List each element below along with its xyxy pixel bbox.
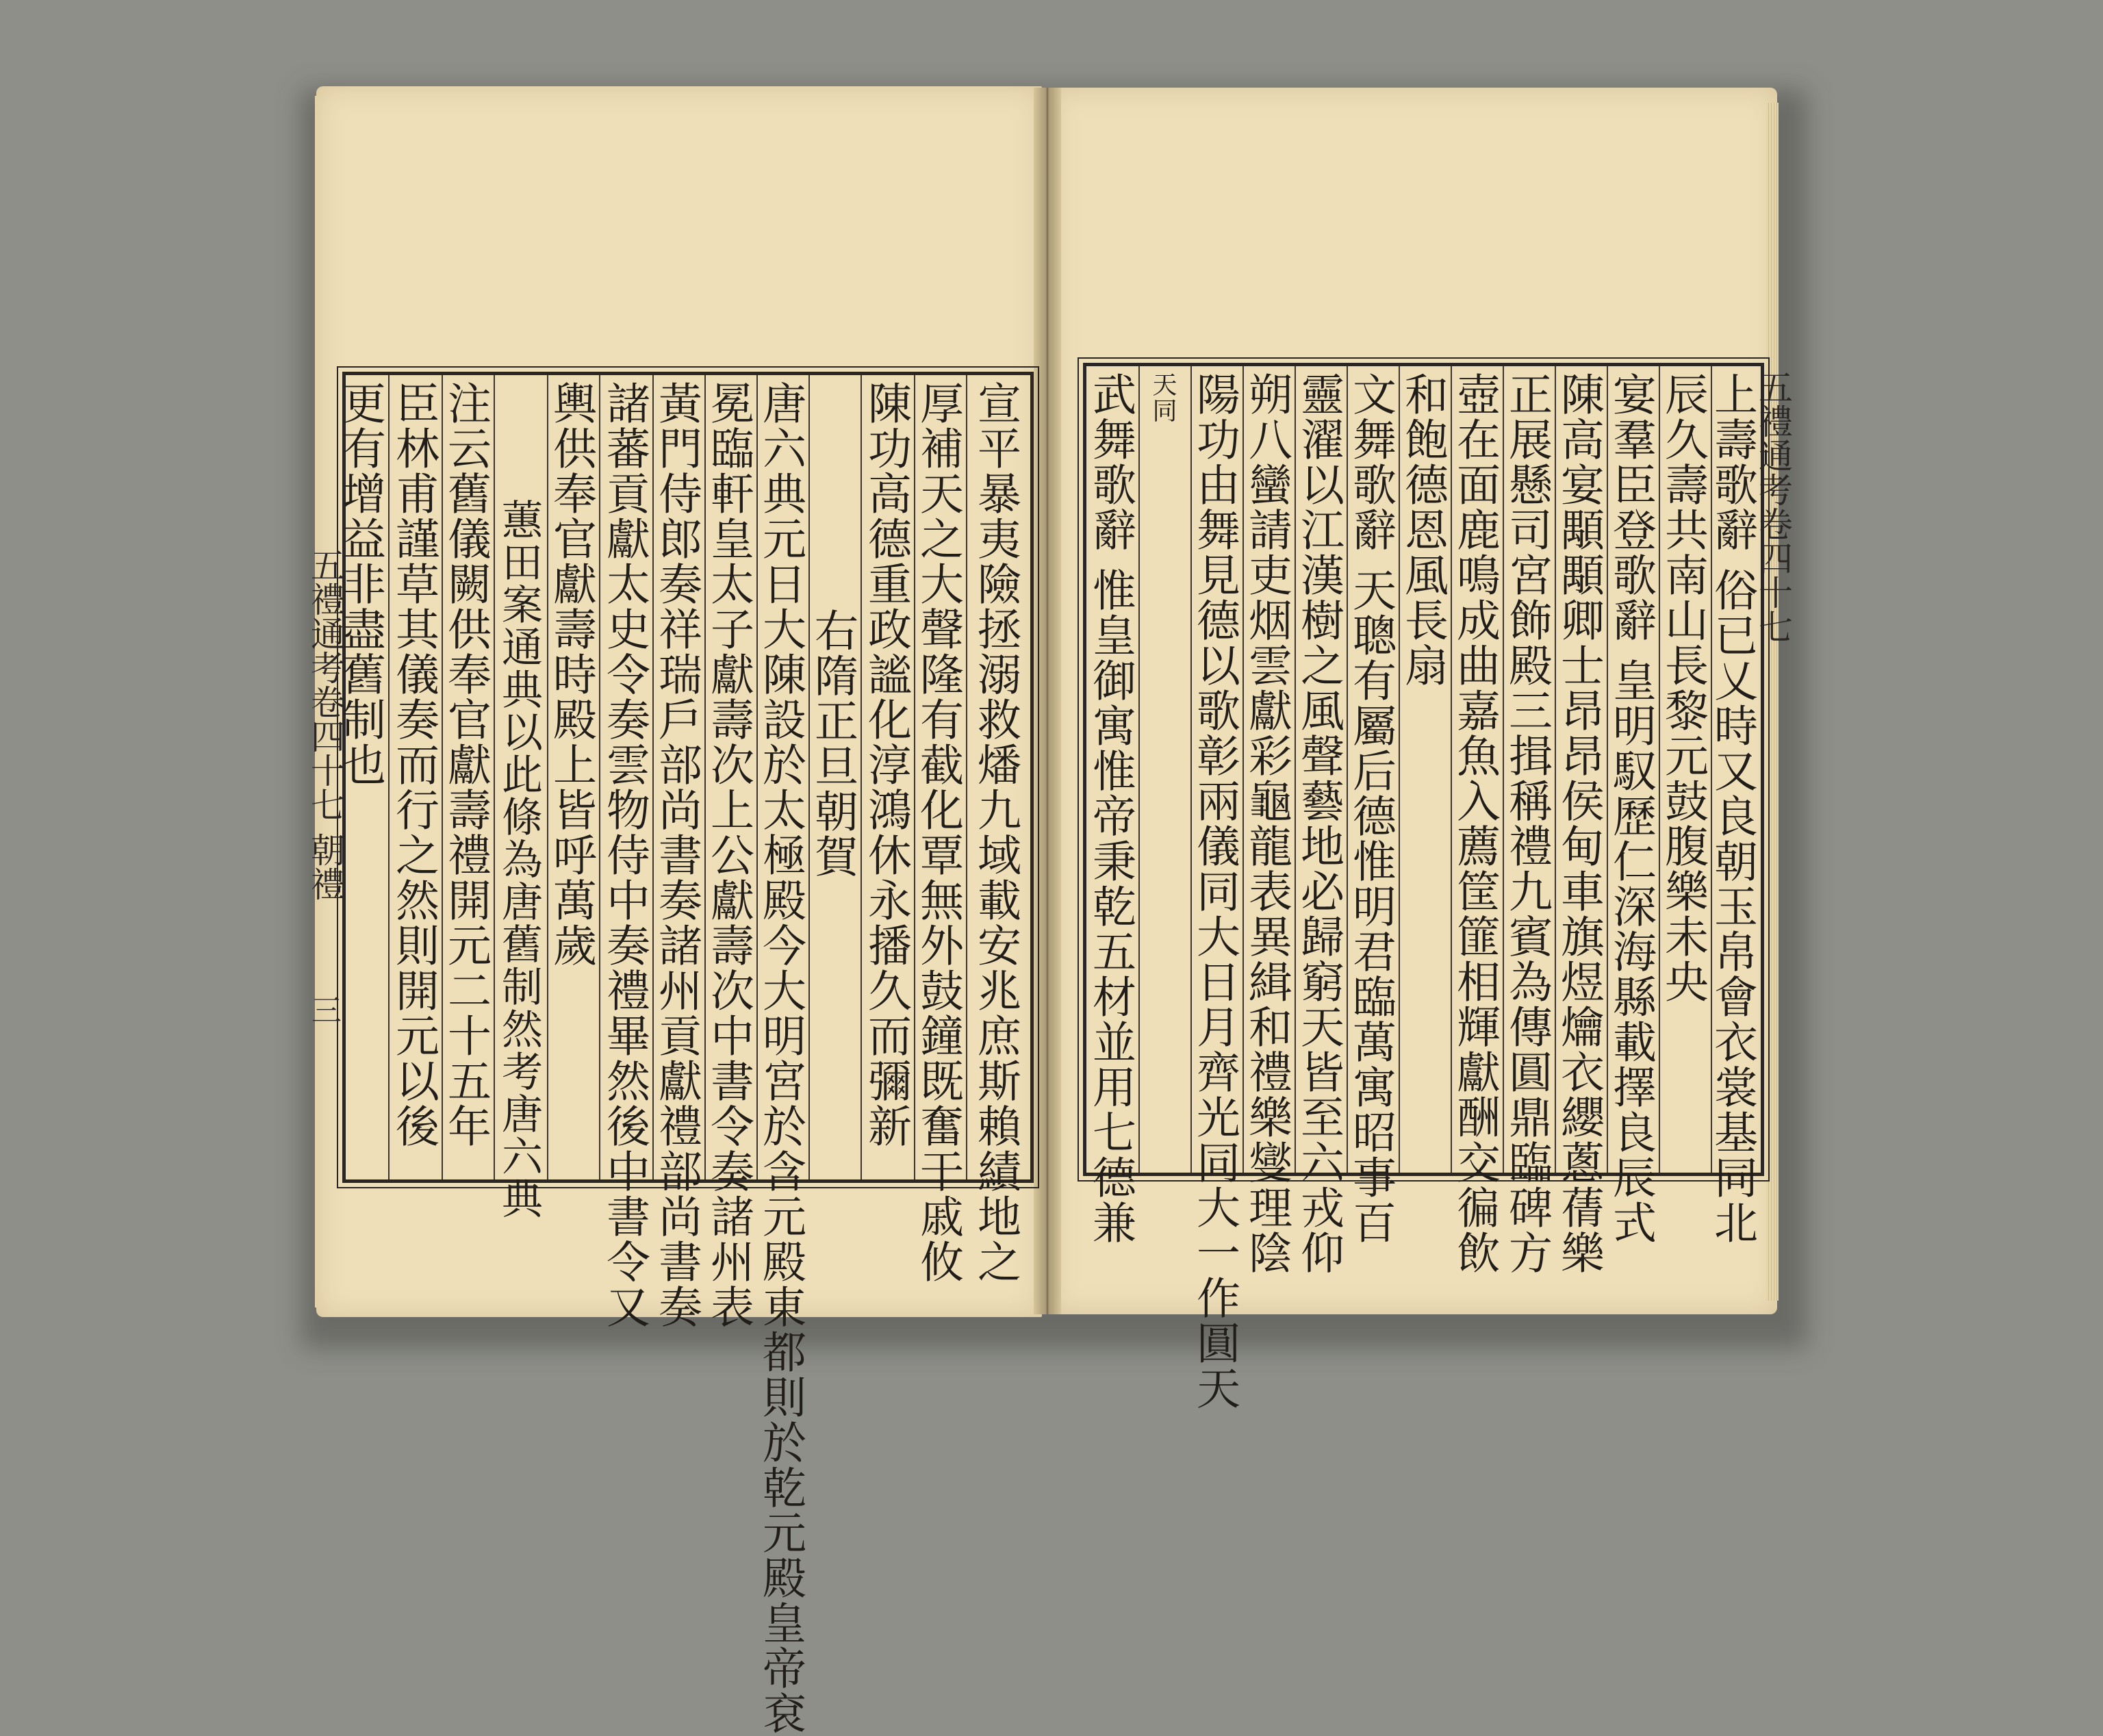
right-column-9: 靈濯以江漢樹之風聲藝地必歸窮天皆至六戎仰 <box>1293 372 1344 1275</box>
right-column-12: 天同 <box>1149 372 1177 424</box>
right-column-1: 上壽歌辭 俗已乂時又良朝玉帛會衣裳基同北 <box>1707 372 1757 1246</box>
right-column-8: 文舞歌辭 天聰有屬后德惟明君臨萬寓昭事百 <box>1345 372 1396 1246</box>
left-column-7: 黃門侍郎奏祥瑞戶部尚書奏諸州貢獻禮部尚書奏 <box>651 381 702 1329</box>
left-column-10: 蕙田案通典以此條為唐舊制然考唐六典 <box>495 498 543 1220</box>
right-column-6: 壺在面鹿鳴成曲嘉魚入薦筐篚相輝獻酬交徧飲 <box>1449 372 1500 1275</box>
right-text-frame <box>1083 363 1764 1411</box>
left-column-3: 陳功高德重政謐化淳鴻休永播久而彌新 <box>861 381 911 1149</box>
left-column-11: 注云舊儀闕供奉官獻壽禮開元二十五年 <box>440 381 491 1149</box>
left-column-5: 唐六典元日大陳設於太極殿今大明宮於含元殿東都則於乾元殿皇帝袞 <box>755 381 806 1736</box>
left-page-number: 三 <box>311 993 342 1028</box>
left-column-8: 諸蕃貢獻太史令奏雲物侍中奏禮畢然後中書令又 <box>599 381 650 1329</box>
left-spine-label: 五禮通考卷四十七 朝禮 <box>305 548 345 901</box>
book-gutter <box>1034 88 1061 1314</box>
left-column-6: 冕臨軒皇太子獻壽次上公獻壽次中書令奏諸州表 <box>703 381 754 1329</box>
left-text-frame <box>335 372 1034 1736</box>
left-column-12: 臣林甫謹草其儀奏而行之然則開元以後 <box>388 381 439 1149</box>
left-column-2: 厚補天之大聲隆有截化覃無外鼓鐘既奮干戚攸 <box>913 381 963 1284</box>
left-column-4: 右隋正旦朝賀 <box>807 608 858 879</box>
left-column-13: 更有增益非盡舊制也 <box>335 381 385 787</box>
right-column-10: 朔八蠻請吏烟雲獻彩龜龍表異緝和禮樂燮理陰 <box>1241 372 1292 1275</box>
left-column-9: 輿供奉官獻壽時殿上皆呼萬歲 <box>546 381 596 968</box>
right-column-13: 武舞歌辭 惟皇御寓惟帝秉乾五材並用七德兼 <box>1085 372 1136 1246</box>
right-spine-label: 五禮通考卷四十七 <box>1753 370 1793 643</box>
right-column-3: 宴羣臣登歌辭 皇明馭歷仁深海縣載擇良辰式 <box>1605 372 1656 1246</box>
right-column-5: 正展懸司宮飾殿三揖稱禮九賓為傳圓鼎臨碑方 <box>1501 372 1552 1275</box>
left-column-1: 宣平暴夷險拯溺救燔九域載安兆庶斯賴績地之 <box>970 381 1021 1284</box>
right-column-2: 辰久壽共南山長黎元鼓腹樂未央 <box>1657 372 1708 1004</box>
right-column-7: 和飽德恩風長扇 <box>1397 372 1448 688</box>
right-column-4: 陳高宴顒顒卿士昂昂侯甸車旗煜爚衣纓蔥蒨樂 <box>1553 372 1604 1275</box>
right-column-11: 陽功由舞見德以歌彰兩儀同大日月齊光同大一作圓天 <box>1189 372 1240 1411</box>
